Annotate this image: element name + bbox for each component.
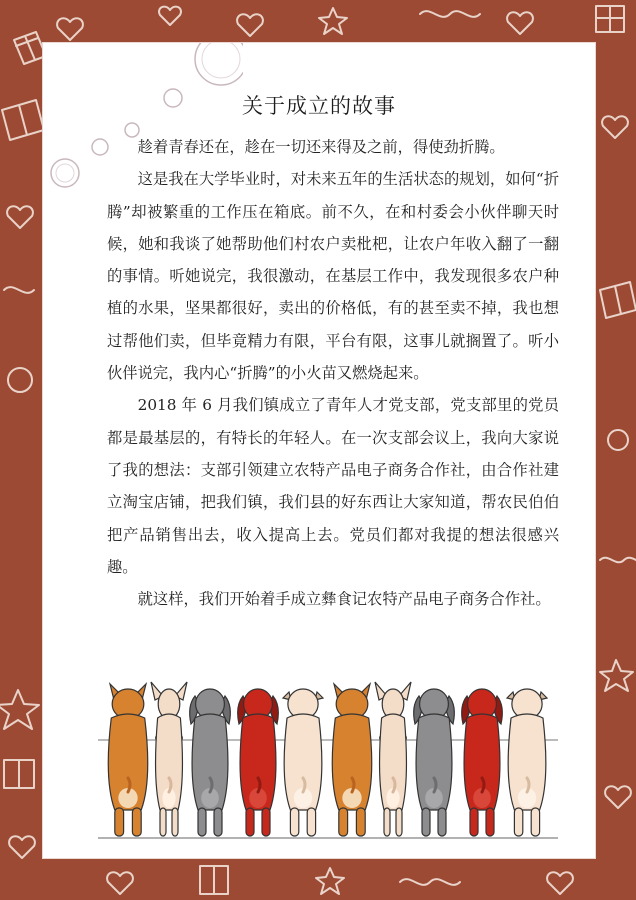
weimaraner-dog (190, 689, 231, 836)
letter-paper (43, 43, 595, 858)
gift-box-doodle-icon (14, 32, 46, 64)
corgi-dog (332, 684, 371, 836)
gift-box-doodle-icon (600, 282, 636, 318)
gift-box-doodle-icon (200, 866, 228, 894)
chihuahua-dog (151, 682, 187, 836)
gift-box-doodle-icon (4, 760, 34, 788)
ribbon-doodle-icon (600, 558, 636, 563)
corgi-dog (108, 684, 147, 836)
heart-doodle-icon (605, 786, 631, 808)
heart-doodle-icon (507, 12, 533, 34)
heart-doodle-icon (9, 836, 35, 858)
heart-doodle-icon (7, 206, 33, 228)
article-body (107, 131, 559, 615)
weimaraner-dog (414, 689, 455, 836)
article-title: 关于成立的故事 (242, 94, 396, 118)
star-doodle-icon (0, 690, 39, 729)
pug-dog (283, 689, 323, 836)
circle-doodle-icon (608, 430, 628, 450)
ribbon-doodle-icon (420, 11, 480, 17)
gift-box-doodle-icon (596, 6, 624, 32)
pug-dog (507, 689, 547, 836)
star-doodle-icon (600, 660, 633, 691)
dogs-illustration (98, 680, 558, 850)
ribbon-doodle-icon (4, 287, 34, 293)
heart-doodle-icon (237, 14, 263, 36)
heart-doodle-icon (159, 7, 181, 25)
dachshund-dog (462, 689, 503, 836)
star-doodle-icon (316, 868, 344, 894)
heart-doodle-icon (107, 872, 133, 894)
article-paragraph: 趁着青春还在，趁在一切还来得及之前，得使劲折腾。 (137, 138, 505, 156)
article-paragraph: 2018 年 6 月我们镇成立了青年人才党支部，党支部里的党员都是最基层的，有特长的年轻人。在一次支部会议上，我向大家说了我的想法：支部引领建立农特产品电子商务合作社，由合作社建立淘宝店铺，把我们镇，我们县的好东西让大家知道，帮农民伯伯把产品销售出去，收入提高上去。党员们都对我提的想法很感兴趣。 (107, 396, 559, 576)
bubble-icon (51, 159, 79, 187)
heart-doodle-icon (547, 872, 573, 894)
heart-doodle-icon (57, 18, 83, 40)
gift-box-doodle-icon (2, 100, 44, 140)
dachshund-dog (238, 689, 279, 836)
article-paragraph: 这是我在大学毕业时，对未来五年的生活状态的规划，如何“折腾”却被繁重的工作压在箱底。前不久，在和村委会小伙伴聊天时候，她和我谈了她帮助他们村农户卖枇杷，让农户年收入翻了一翻的事情。听她说完，我很激动，在基层工作中，我发现很多农户种植的水果，坚果都很好，卖出的价格低，有的甚至卖不掉，我也想过帮他们卖，但毕竟精力有限，平台有限，这事儿就搁置了。听小伙伴说完，我内心“折腾”的小火苗又燃烧起来。 (107, 170, 559, 383)
ribbon-doodle-icon (400, 879, 460, 885)
circle-doodle-icon (8, 368, 32, 392)
star-doodle-icon (319, 8, 347, 34)
heart-doodle-icon (602, 116, 628, 138)
chihuahua-dog (375, 682, 411, 836)
article-paragraph: 就这样，我们开始着手成立彝食记农特产品电子商务合作社。 (137, 590, 551, 609)
bubble-icon (92, 139, 108, 155)
